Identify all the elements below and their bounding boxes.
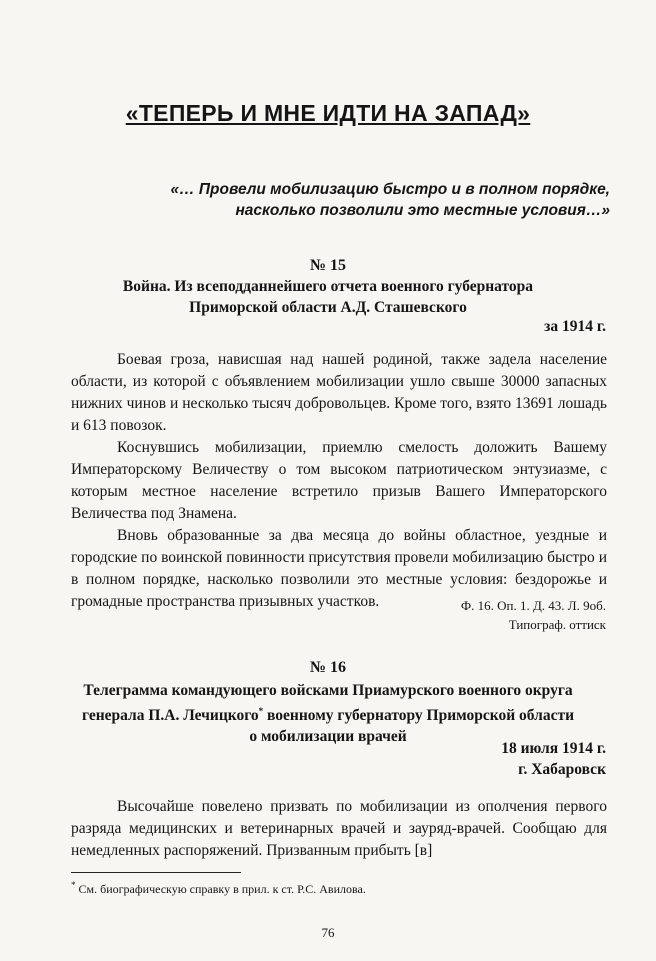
doc15-heading — [0, 276, 656, 318]
doc15-archive-reference — [461, 596, 606, 634]
doc16-number: № 16 — [309, 659, 347, 676]
doc16-body — [71, 796, 607, 862]
doc15-source-type: Типограф. оттиск — [508, 617, 606, 632]
doc16-date: 18 июля 1914 г. — [501, 740, 606, 757]
doc15-paragraph-3: Вновь образованные за два месяца до войны областное, уездные и городские по воинской повинности присутствия провели мобилизацию быстро и в полном порядке, насколько позволили это местные условия: бездорожье и громадные пространства призывных участков. — [71, 527, 607, 610]
footnote-reference-mark: * — [258, 706, 264, 716]
footnote-mark: * — [71, 880, 76, 890]
doc15-paragraph-2: Коснувшись мобилизации, приемлю смелость доложить Вашему Императорскому Величеству о том высоком патриотическом энтузиазме, с которым местное население встретило призыв Вашего Императорского Величества под Знамена. — [71, 439, 607, 522]
doc15-number: № 15 — [309, 257, 347, 274]
doc16-date-place — [501, 738, 606, 780]
epigraph-line-1: «… Провели мобилизацию быстро и в полном порядке, — [170, 181, 610, 198]
doc16-heading-line-2 — [0, 701, 656, 726]
doc16-paragraph: Высочайше повелено призвать по мобилизации из ополчения первого разряда медицинских и ветеринарных врачей и зауряд-врачей. Сообщаю для немедленных распоряжений. Призванным прибыть [в] — [71, 798, 607, 859]
doc15-paragraph-1: Боевая гроза, нависшая над нашей родиной, также задела население области, из которой с объявлением мобилизации ушло свыше 30000 запасных нижних чинов и несколько тысяч добровольцев. Кроме того, взято 13691 лошадь и 613 повозок. — [71, 351, 607, 434]
doc15-date: за 1914 г. — [544, 318, 606, 335]
doc16-heading-line-2-post: военному губернатору Приморской области — [263, 707, 574, 725]
doc15-heading-line-1: Война. Из всеподданнейшего отчета военного губернатора — [122, 278, 534, 295]
doc15-archive: Ф. 16. Оп. 1. Д. 43. Л. 9об. — [460, 598, 606, 613]
page-title: «ТЕПЕРЬ И МНЕ ИДТИ НА ЗАПАД» — [125, 100, 531, 126]
doc16-heading-line-3: о мобилизации врачей — [249, 728, 407, 746]
doc16-heading-line-1: Телеграмма командующего войсками Приамурского военного округа — [83, 682, 573, 699]
page-number: 76 — [321, 925, 335, 940]
footnote-divider — [71, 872, 241, 873]
doc15-body — [71, 349, 607, 613]
epigraph-line-2: насколько позволили это местные условия…» — [235, 202, 610, 219]
epigraph — [50, 179, 610, 221]
doc16-heading-line-2-pre: генерала П.А. Лечицкого — [81, 707, 259, 725]
footnote-text: См. биографическую справку в прил. к ст. Р.С. Авилова. — [75, 882, 366, 896]
footnote — [71, 880, 366, 897]
doc15-heading-line-2: Приморской области А.Д. Сташевского — [189, 299, 467, 316]
doc16-place: г. Хабаровск — [518, 761, 606, 778]
